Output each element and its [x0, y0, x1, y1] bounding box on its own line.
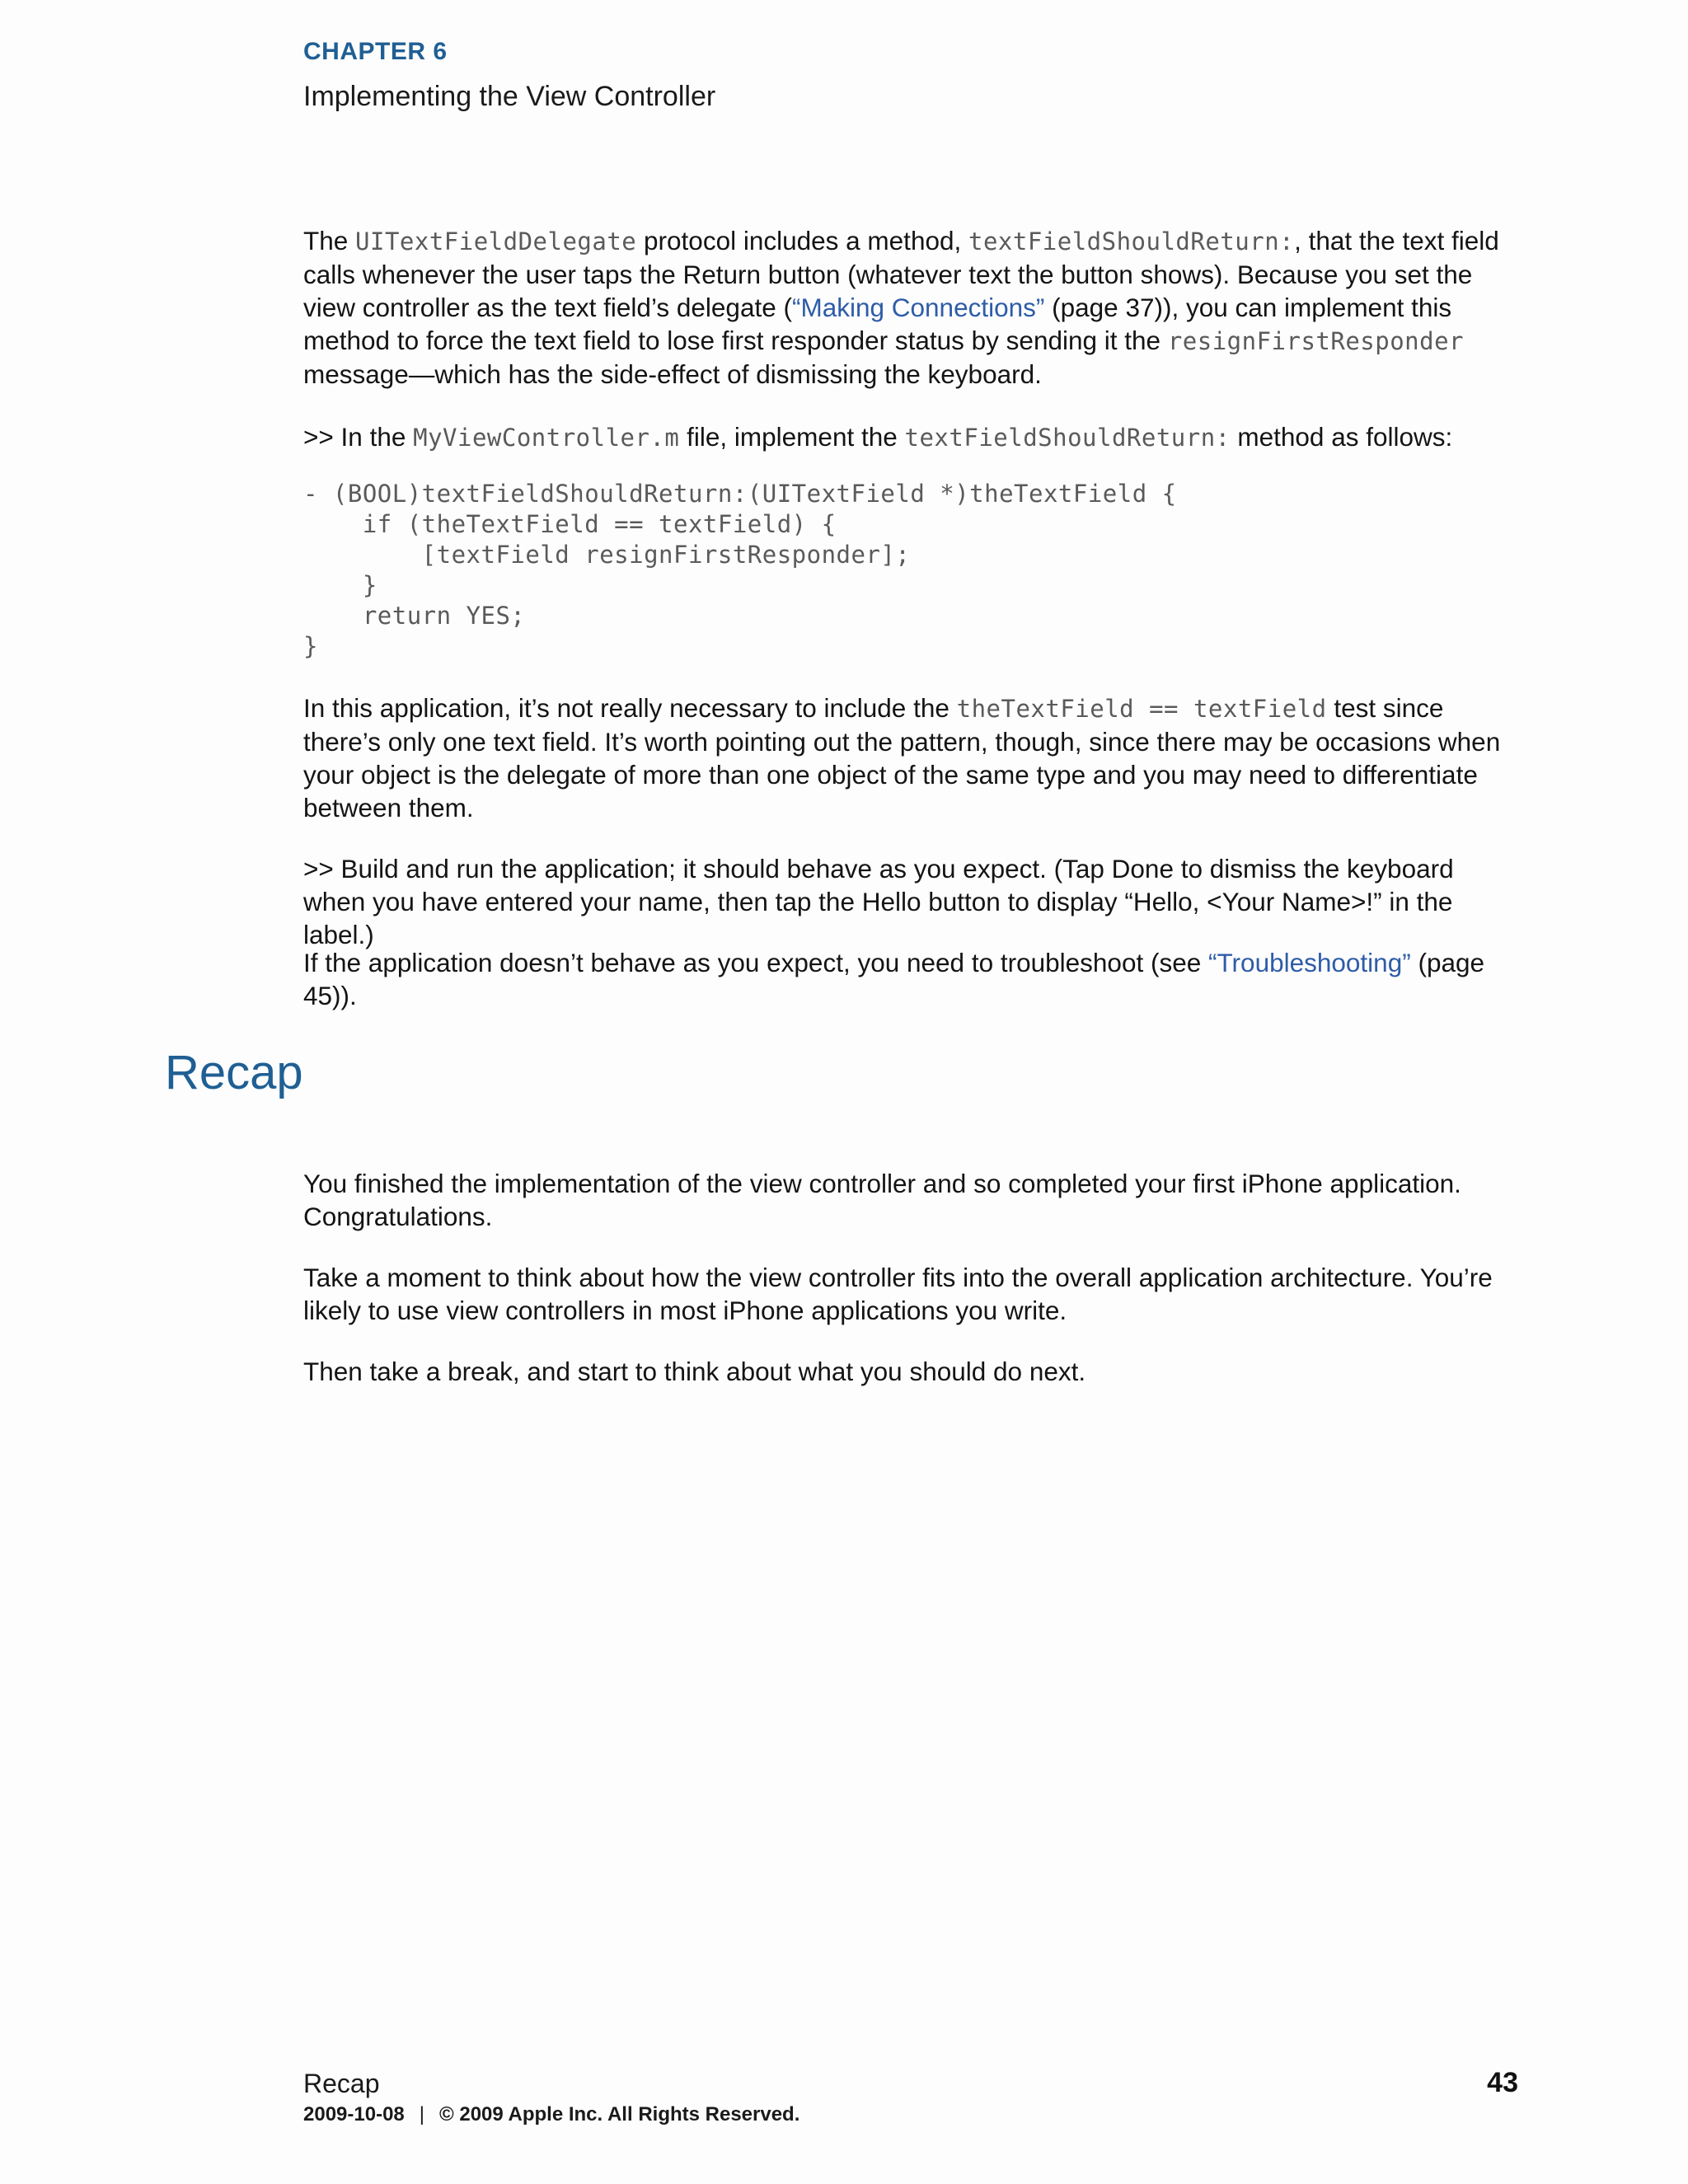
text: protocol includes a method, — [636, 226, 968, 255]
text: (page 45)). — [303, 948, 1485, 1010]
text: In this application, it’s not really necessary to include the — [303, 693, 957, 723]
link-making-connections[interactable]: “Making Connections” — [791, 293, 1045, 322]
chapter-label: CHAPTER 6 — [303, 38, 448, 65]
footer-section-title: Recap — [303, 2069, 380, 2098]
text: Then take a break, and start to think about what you should do next. — [303, 1357, 1086, 1386]
code-block: - (BOOL)textFieldShouldReturn:(UITextField *)theTextField { if (theTextField == textField) { [textField resignFirstResponder]; } return YES; } — [303, 480, 1177, 660]
footer-date: 2009-10-08 — [303, 2103, 405, 2125]
code-inline: textFieldShouldReturn: — [968, 227, 1295, 255]
text: >> In the — [303, 422, 414, 452]
text: message—which has the side-effect of dismissing the keyboard. — [303, 359, 1042, 389]
paragraph-build-run — [303, 852, 1522, 951]
code-inline: resignFirstResponder — [1167, 327, 1465, 355]
text: Take a moment to think about how the view controller fits into the overall application architecture. You’re likely to use view controllers in most iPhone applications you write. — [303, 1263, 1493, 1325]
page-number: 43 — [1487, 2067, 1518, 2098]
paragraph-recap-architecture — [303, 1261, 1522, 1327]
paragraph-delegate-protocol — [303, 224, 1522, 391]
text: test since there’s only one text field. It’s worth pointing out the pattern, though, since there may be occasions when your object is the delegate of more than one object of the same type and you may need to differentiate between them. — [303, 693, 1501, 823]
paragraph-recap-finished — [303, 1167, 1522, 1233]
text: , that the text field calls whenever the user taps the Return button (whatever text the button shows). Because you set the view controller as the text field’s delegate ( — [303, 226, 1499, 322]
text: (page 37)), you can implement this method to force the text field to lose first responder status by sending it the — [303, 293, 1452, 355]
footer-separator: | — [419, 2103, 424, 2125]
copyright-text: © 2009 Apple Inc. All Rights Reserved. — [439, 2103, 800, 2125]
link-troubleshooting[interactable]: “Troubleshooting” — [1208, 948, 1411, 977]
code-inline: theTextField == textField — [956, 695, 1327, 723]
paragraph-pattern-note — [303, 691, 1522, 824]
code-inline: textFieldShouldReturn: — [904, 424, 1231, 452]
text: The — [303, 226, 356, 255]
paragraph-troubleshoot — [303, 946, 1522, 1012]
text: method as follows: — [1230, 422, 1453, 452]
paragraph-recap-next — [303, 1355, 1522, 1388]
chapter-title: Implementing the View Controller — [303, 81, 716, 112]
code-inline: UITextFieldDelegate — [355, 227, 637, 255]
paragraph-implement-instruction — [303, 420, 1522, 454]
footer-copyright — [303, 2103, 799, 2126]
code-inline: MyViewController.m — [413, 424, 680, 452]
text: You finished the implementation of the view controller and so completed your first iPhone application. Congratulations. — [303, 1169, 1461, 1231]
text: file, implement the — [679, 422, 905, 452]
text: >> Build and run the application; it should behave as you expect. (Tap Done to dismiss the keyboard when you have entered your name, then tap the Hello button to display “Hello, <Your Name>!” in the label.) — [303, 854, 1454, 949]
section-heading-recap: Recap — [165, 1046, 303, 1099]
text: If the application doesn’t behave as you expect, you need to troubleshoot (see — [303, 948, 1208, 977]
